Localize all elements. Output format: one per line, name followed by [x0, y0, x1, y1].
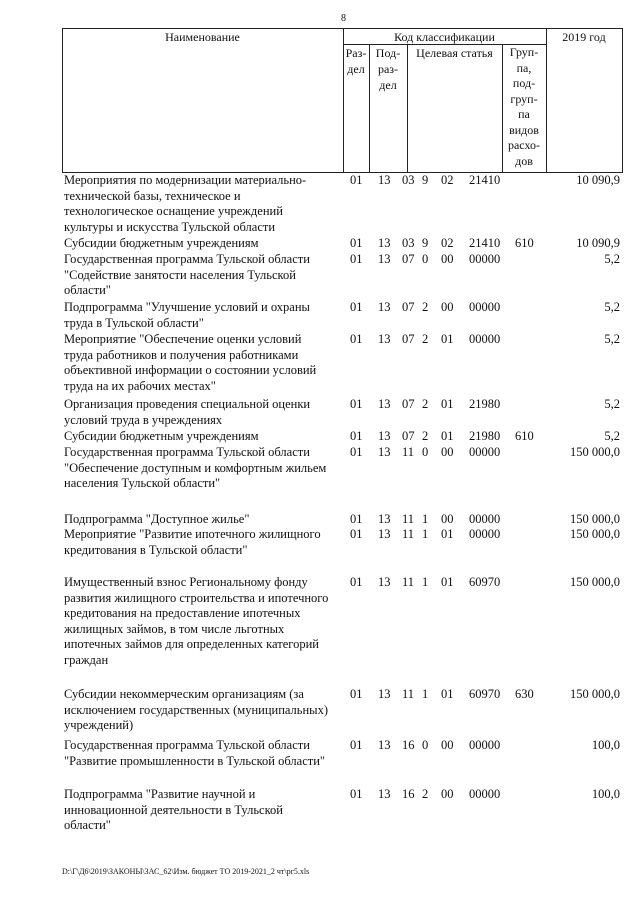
cell-subprogram: 1 — [422, 687, 429, 701]
cell-event: 02 — [441, 173, 454, 187]
cell-program: 07 — [402, 300, 415, 314]
cell-subsection: 13 — [378, 252, 391, 266]
cell-section: 01 — [350, 575, 363, 589]
cell-section: 01 — [350, 687, 363, 701]
row-name: Государственная программа Тульской области "Содействие занятости населения Тульской области" — [64, 252, 310, 297]
cell-direction: 21980 — [469, 397, 501, 411]
cell-amount: 150 000,0 — [570, 445, 620, 459]
cell-direction: 21410 — [469, 236, 501, 250]
cell-subsection: 13 — [378, 397, 391, 411]
cell-program: 03 — [402, 236, 415, 250]
grid-line — [407, 45, 408, 172]
header-target: Целевая статья — [416, 46, 493, 60]
cell-subsection: 13 — [378, 575, 391, 589]
cell-event: 00 — [441, 445, 454, 459]
cell-event: 01 — [441, 575, 454, 589]
row-name: Мероприятие "Развитие ипотечного жилищного кредитования в Тульской области" — [64, 527, 321, 557]
cell-program: 03 — [402, 173, 415, 187]
cell-program: 07 — [402, 397, 415, 411]
cell-section: 01 — [350, 252, 363, 266]
cell-event: 01 — [441, 687, 454, 701]
cell-subsection: 13 — [378, 429, 391, 443]
cell-section: 01 — [350, 527, 363, 541]
header-subsection: Под- раз- дел — [375, 46, 401, 92]
row-name: Государственная программа Тульской области "Развитие промышленности в Тульской области" — [64, 738, 326, 768]
cell-section: 01 — [350, 445, 363, 459]
cell-direction: 21980 — [469, 429, 501, 443]
header-section: Раз- дел — [345, 46, 367, 76]
grid-line — [546, 29, 547, 172]
row-name: Имущественный взнос Региональному фонду развития жилищного строительства и ипотечного кредитования на предоставление ипотечных жилищных займов, в том числе льготных ипотечных займов для определенных категорий граждан — [64, 575, 329, 667]
cell-subprogram: 1 — [422, 527, 429, 541]
cell-subprogram: 1 — [422, 575, 429, 589]
cell-exp-group: 610 — [515, 429, 534, 443]
cell-amount: 100,0 — [591, 787, 620, 801]
cell-section: 01 — [350, 173, 363, 187]
cell-amount: 5,2 — [604, 252, 620, 266]
header-name: Наименование — [165, 30, 240, 44]
cell-section: 01 — [350, 397, 363, 411]
cell-program: 11 — [402, 512, 415, 526]
cell-subsection: 13 — [378, 527, 391, 541]
cell-subsection: 13 — [378, 738, 391, 752]
cell-program: 11 — [402, 445, 415, 459]
cell-direction: 00000 — [469, 527, 501, 541]
cell-subsection: 13 — [378, 173, 391, 187]
cell-section: 01 — [350, 300, 363, 314]
row-name: Мероприятия по модернизации материально- технической базы, техническое и технологическое оснащение учреждений культуры и искусства Тульской области — [64, 173, 307, 234]
cell-program: 07 — [402, 332, 415, 346]
cell-subprogram: 0 — [422, 445, 429, 459]
cell-event: 01 — [441, 332, 454, 346]
cell-exp-group: 610 — [515, 236, 534, 250]
cell-amount: 150 000,0 — [570, 575, 620, 589]
cell-event: 02 — [441, 236, 454, 250]
grid-line — [62, 29, 63, 172]
cell-subprogram: 2 — [422, 787, 429, 801]
header-exp-group: Груп- па, под- груп- па видов расхо- дов — [507, 45, 541, 168]
cell-amount: 150 000,0 — [570, 512, 620, 526]
row-name: Субсидии бюджетным учреждениям — [64, 429, 259, 443]
cell-section: 01 — [350, 429, 363, 443]
cell-subprogram: 0 — [422, 738, 429, 752]
cell-amount: 10 090,9 — [576, 236, 620, 250]
row-name: Подпрограмма "Улучшение условий и охраны труда в Тульской области" — [64, 300, 310, 330]
cell-subprogram: 1 — [422, 512, 429, 526]
cell-event: 00 — [441, 738, 454, 752]
cell-direction: 21410 — [469, 173, 501, 187]
row-name: Государственная программа Тульской области "Обеспечение доступным и комфортным жильем населения Тульской области" — [64, 445, 327, 490]
cell-amount: 5,2 — [604, 332, 620, 346]
cell-subsection: 13 — [378, 687, 391, 701]
cell-section: 01 — [350, 738, 363, 752]
cell-subprogram: 2 — [422, 332, 429, 346]
cell-program: 07 — [402, 252, 415, 266]
table-header — [62, 28, 623, 173]
cell-event: 00 — [441, 252, 454, 266]
cell-program: 11 — [402, 527, 415, 541]
cell-section: 01 — [350, 512, 363, 526]
cell-subsection: 13 — [378, 512, 391, 526]
cell-subsection: 13 — [378, 445, 391, 459]
cell-event: 00 — [441, 512, 454, 526]
cell-exp-group: 630 — [515, 687, 534, 701]
grid-line — [622, 29, 623, 172]
row-name: Организация проведения специальной оценки условий труда в учреждениях — [64, 397, 311, 427]
cell-event: 00 — [441, 787, 454, 801]
cell-subsection: 13 — [378, 300, 391, 314]
cell-direction: 00000 — [469, 738, 501, 752]
cell-direction: 00000 — [469, 512, 501, 526]
cell-subsection: 13 — [378, 332, 391, 346]
cell-direction: 00000 — [469, 252, 501, 266]
cell-section: 01 — [350, 236, 363, 250]
cell-program: 16 — [402, 787, 415, 801]
footer-path: D:\Г\Д6\2019\ЗАКОНЫ\ЗАС_62\Изм. бюджет ТО 2019-2021_2 чт\рг5.xls — [62, 867, 310, 876]
cell-section: 01 — [350, 332, 363, 346]
cell-program: 11 — [402, 575, 415, 589]
cell-subprogram: 2 — [422, 300, 429, 314]
header-code-group: Код классификации — [394, 30, 495, 44]
cell-event: 01 — [441, 397, 454, 411]
cell-direction: 00000 — [469, 300, 501, 314]
cell-subprogram: 0 — [422, 252, 429, 266]
cell-amount: 100,0 — [591, 738, 620, 752]
cell-direction: 00000 — [469, 787, 501, 801]
header-year: 2019 год — [562, 30, 606, 44]
cell-event: 00 — [441, 300, 454, 314]
cell-amount: 5,2 — [604, 397, 620, 411]
cell-subsection: 13 — [378, 236, 391, 250]
cell-direction: 60970 — [469, 575, 501, 589]
row-name: Мероприятие "Обеспечение оценки условий труда работников и получения работниками объективной информации о состоянии условий труда на их рабочих местах" — [64, 332, 317, 393]
cell-direction: 00000 — [469, 332, 501, 346]
cell-subprogram: 9 — [422, 173, 429, 187]
page-number: 8 — [341, 13, 346, 24]
cell-program: 16 — [402, 738, 415, 752]
row-name: Подпрограмма "Доступное жилье" — [64, 512, 250, 526]
cell-subprogram: 2 — [422, 397, 429, 411]
cell-section: 01 — [350, 787, 363, 801]
cell-direction: 00000 — [469, 445, 501, 459]
row-name: Подпрограмма "Развитие научной и инновационной деятельности в Тульской области" — [64, 787, 283, 832]
row-name: Субсидии бюджетным учреждениям — [64, 236, 259, 250]
cell-event: 01 — [441, 429, 454, 443]
cell-program: 11 — [402, 687, 415, 701]
cell-subsection: 13 — [378, 787, 391, 801]
cell-amount: 150 000,0 — [570, 527, 620, 541]
cell-direction: 60970 — [469, 687, 501, 701]
cell-event: 01 — [441, 527, 454, 541]
cell-amount: 10 090,9 — [576, 173, 620, 187]
cell-subprogram: 2 — [422, 429, 429, 443]
cell-amount: 5,2 — [604, 300, 620, 314]
cell-program: 07 — [402, 429, 415, 443]
cell-amount: 150 000,0 — [570, 687, 620, 701]
row-name: Субсидии некоммерческим организациям (за исключением государственных (муниципальных) учреждений) — [64, 687, 328, 732]
cell-amount: 5,2 — [604, 429, 620, 443]
cell-subprogram: 9 — [422, 236, 429, 250]
